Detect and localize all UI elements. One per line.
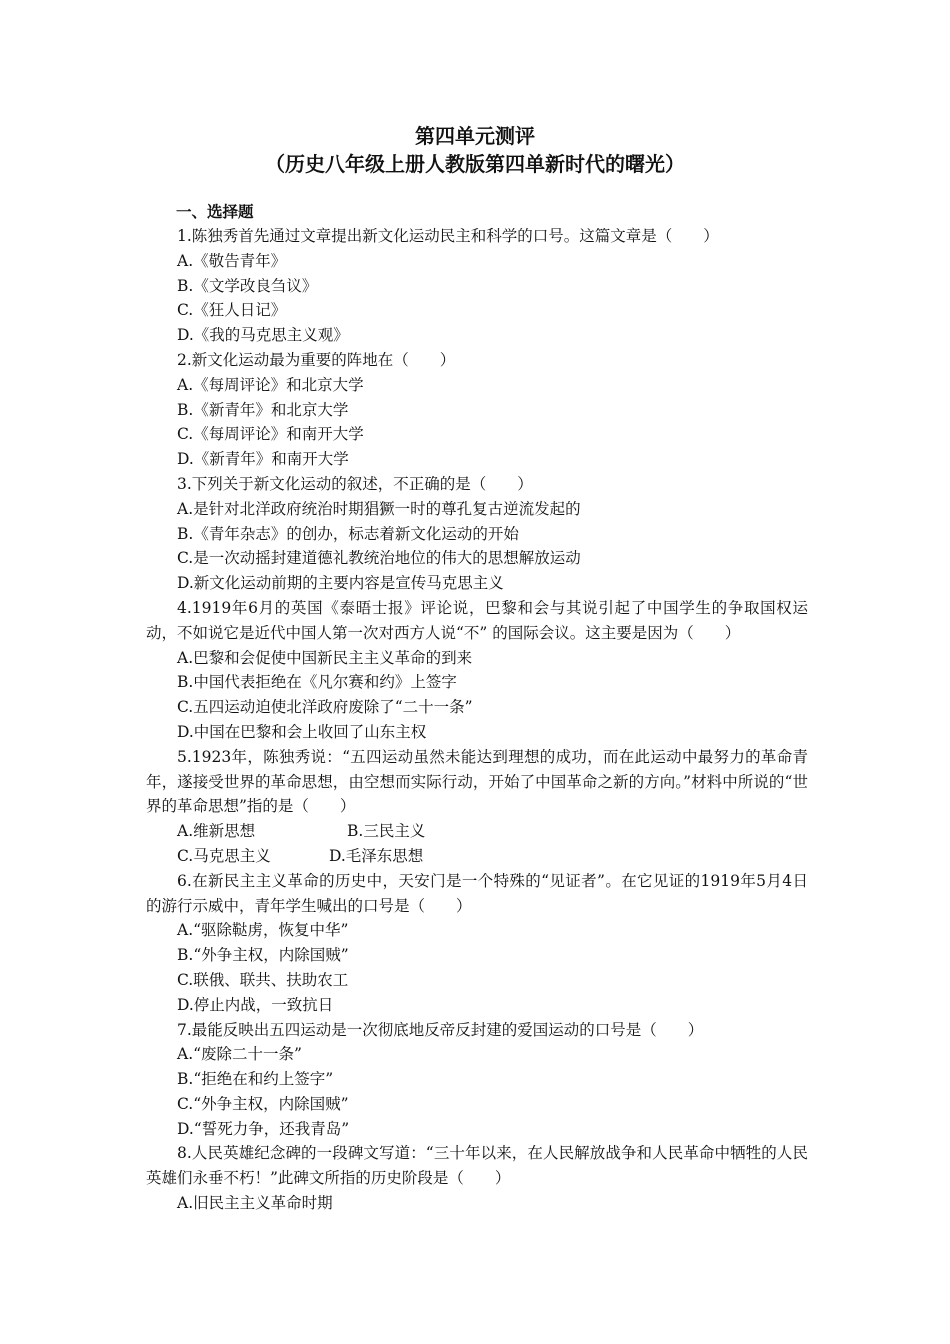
question-stem: 1.陈独秀首先通过文章提出新文化运动民主和科学的口号。这篇文章是（ ） <box>177 227 719 245</box>
question-list <box>146 199 808 1216</box>
option: C.是一次动摇封建道德礼教统治地位的伟大的思想解放运动 <box>177 549 581 568</box>
option: A.维新思想 <box>177 822 256 841</box>
question-stem: 5.1923年，陈独秀说：“五四运动虽然未能达到理想的成功，而在此运动中最努力的革命青年，遂接受世界的革命思想，由空想而实际行动，开始了中国革命之新的方向。”材料中所说的“世界的革命思想”指的是（ ） <box>146 747 808 816</box>
option: D.中国在巴黎和会上收回了山东主权 <box>177 722 427 741</box>
option: B.三民主义 <box>347 822 426 841</box>
option: B.《新青年》和北京大学 <box>177 400 349 419</box>
option-row <box>146 844 808 869</box>
option: A.旧民主主义革命时期 <box>177 1194 333 1213</box>
option: A.《每周评论》和北京大学 <box>177 375 364 394</box>
option-row <box>146 819 808 844</box>
option: B.《青年杂志》的创办，标志着新文化运动的开始 <box>177 524 519 543</box>
option: B.《文学改良刍议》 <box>177 276 318 295</box>
page-title: 第四单元测评 <box>415 124 535 148</box>
question-stem: 2.新文化运动最为重要的阵地在（ ） <box>177 350 456 369</box>
question-stem: 6.在新民主主义革命的历史中，天安门是一个特殊的“见证者”。在它见证的1919年5月4日的游行示威中，青年学生喊出的口号是（ ） <box>146 871 808 915</box>
page-subtitle: （历史八年级上册人教版第四单新时代的曙光） <box>265 152 685 176</box>
option: D.《我的马克思主义观》 <box>177 326 349 345</box>
question-stem: 7.最能反映出五四运动是一次彻底地反帝反封建的爱国运动的口号是（ ） <box>177 1020 704 1039</box>
option: D.“誓死力争，还我青岛” <box>177 1119 350 1138</box>
option: B.“外争主权，内除国贼” <box>177 946 349 965</box>
question-stem: 3.下列关于新文化运动的叙述，不正确的是（ ） <box>177 474 533 493</box>
option: C.《每周评论》和南开大学 <box>177 425 364 444</box>
question-stem: 4.1919年6月的英国《泰晤士报》评论说，巴黎和会与其说引起了中国学生的争取国权运动，不如说它是近代中国人第一次对西方人说“不” 的国际会议。这主要是因为（ ） <box>146 598 808 642</box>
option: C.马克思主义 <box>177 846 271 865</box>
option: A.“驱除鞑虏，恢复中华” <box>177 921 349 940</box>
option: C.联俄、联共、扶助农工 <box>177 970 349 989</box>
option: C.“外争主权，内除国贼” <box>177 1094 349 1113</box>
option: D.新文化运动前期的主要内容是宣传马克思主义 <box>177 574 504 593</box>
option: A.是针对北洋政府统治时期猖獗一时的尊孔复古逆流发起的 <box>177 499 581 518</box>
option: B.中国代表拒绝在《凡尔赛和约》上签字 <box>177 673 457 692</box>
option: A.《敬告青年》 <box>177 251 287 270</box>
question-stem: 8.人民英雄纪念碑的一段碑文写道：“三十年以来，在人民解放战争和人民革命中牺牲的人民英雄们永垂不朽！”此碑文所指的历史阶段是（ ） <box>146 1144 808 1188</box>
option: B.“拒绝在和约上签字” <box>177 1070 334 1089</box>
option: D.《新青年》和南开大学 <box>177 450 349 469</box>
section-heading: 一、选择题 <box>176 202 254 221</box>
option: D.停止内战，一致抗日 <box>177 995 334 1014</box>
option: A.巴黎和会促使中国新民主主义革命的到来 <box>177 648 473 667</box>
option: C.《狂人日记》 <box>177 301 287 320</box>
option: D.毛泽东思想 <box>329 846 424 865</box>
title-block <box>0 122 950 178</box>
option: A.“废除二十一条” <box>177 1045 302 1064</box>
option: C.五四运动迫使北洋政府废除了“二十一条” <box>177 698 473 717</box>
